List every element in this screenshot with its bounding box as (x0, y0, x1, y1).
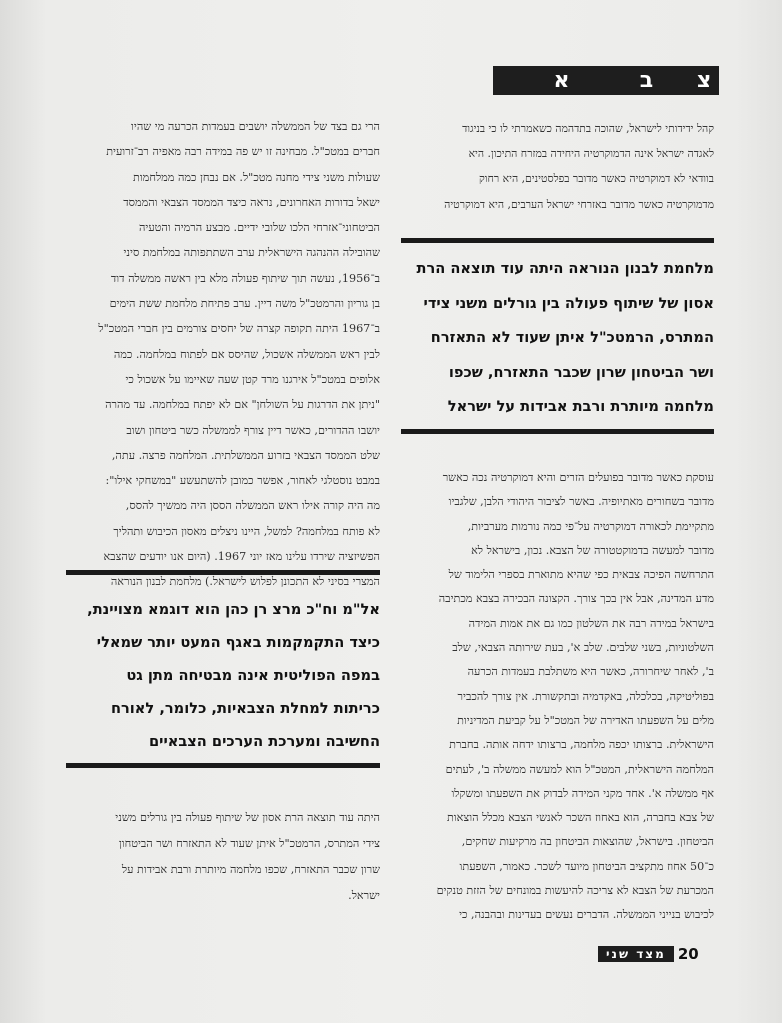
quote-line: המתרס, הרמטכ"ל איתן שעוד לא התאזרח (430, 329, 714, 346)
text-line: מדובר למעשה בדמוקטטורה של הצבא. נכון, בישראל לא (471, 543, 714, 557)
text-line: לאגדה ישראל אינה הדמוקרטיה היחידה במזרח התיכון. היא (468, 147, 714, 161)
quote-line: מלחמת לבנון הנוראה היתה עוד תוצאה הרת (416, 260, 714, 277)
section-letters-bar (493, 66, 719, 95)
text-line: מה היה קורה אילו ראש הממשלה הססן היה ממשיך להסס, (125, 499, 380, 513)
text-line: שלט הממסד הצבאי בזרוע הממשלתית. המלחמה פרצה. עתה, (111, 448, 380, 462)
left-column-body (66, 114, 380, 595)
divider-rule (401, 429, 714, 434)
text-line: הפשיזציה שירדו עלינו מאז יוני 1967. (היום אנו יודעים שהצבא (103, 550, 380, 564)
text-line: אף ממשלה א'. אחד מקני המידה לבדוק את השפעתו ומשקלו (451, 786, 714, 800)
header-letter: א (553, 68, 570, 93)
text-line: השלטוניות, בשני שלבים. שלב א', בעת שירותה הצבאי, שלב (452, 641, 714, 655)
text-line: צידי המתרס, הרמטכ"ל איתן שעוד לא התאזרח ושר הביטחון (118, 837, 380, 850)
quote-line: ושר הביטחון שרון שכבר התאזרח, שכפו (448, 363, 714, 381)
text-line: ב־1956, נעשה תוך שיתוף פעולה מלא בין ראשה ממשלה דוד (110, 271, 380, 285)
quote-line: במפה הפוליטית אינה מבטיחה מתן גט (126, 667, 380, 684)
text-line: המלחמה הישראלית, המטכ"ל הוא למעשה ממשלה ב', לעתים (445, 762, 714, 776)
text-line: קהל ידידותי לישראל, שהוכה בתדהמה כשאמרתי לו כי בניגוד (462, 122, 714, 135)
text-line: מדע המדינה, אבל אין בכך צורך. הקצונה הבכירה בצבא מכתיבה (438, 592, 714, 606)
text-line: שעולות משני צידי מחנה מטכ"ל. אם נבחן כמה ממלחמות (133, 170, 380, 184)
text-line: "ניתן את הדרגות על השולחן" אם לא יפתח במלחמה. עד מהרה (105, 398, 380, 412)
text-line: הביטחוני־אזרחי הלכו שלובי ידיים. מבצע הרמיה והטעיה (138, 221, 380, 235)
quote-line: כיצד התקמקמות באגף המעט יותר שמאלי (96, 634, 380, 651)
quote-line: כריתות למחלת הצבאיות, כלומר, לאורח (110, 700, 380, 717)
text-line: כ־50 אחוז מתקציב הביטחון מיועד לשכר. כאמור, השפעתו (459, 859, 714, 873)
text-line: הרי גם בצד של הממשלה יושבים בעמדות הכרעה מי שהיו (131, 120, 380, 133)
text-line: ב־1967 היתה תקופה קצרה של יחסים צורמים בין חברי המטכ"ל (98, 322, 380, 336)
text-line: המכרעת של הצבא לא צריכה להיעשות במונחים של הזזת טנקים (436, 884, 714, 898)
text-line: חברים במטכ"ל. מבחינה זו יש פה במידה רבה מאפיה רב־זרועית (106, 145, 380, 159)
text-line: ישאל בדורות האחרונים, נראה כיצד הממסד הצבאי והממסד (123, 195, 380, 209)
header-letter: ב (639, 68, 654, 93)
left-column-closing (66, 805, 380, 909)
text-line: התרחשה הפיכה צבאית כפי שהיא מתוארת בספרי הלימוד של (448, 568, 714, 582)
text-line: לבין ראש הממשלה אשכול, שהיסס אם לפתוח במלחמה. כמה (113, 347, 380, 361)
header-letter: צ (696, 68, 712, 93)
text-line: מתקיימת לכאורה דמוקרטיה על־פי כמה נורמות מערביות, (467, 519, 714, 533)
text-line: הישראלית. ברצותו יכפה מלחמה, ברצותו ידחה אותה. בחברת (449, 738, 714, 752)
text-line: מדובר בשחורים מאתיופיה. באשר לציבור היהודי הלבן, שלגביו (448, 495, 714, 509)
pull-quote-ran-cohen (66, 593, 380, 758)
divider-rule (401, 238, 714, 243)
text-line: לא פותח במלחמה? למשל, היינו ניצלים מאסון הכיבוש ותהליך (113, 524, 380, 538)
divider-rule (66, 570, 380, 575)
text-line: מלים על השפעתו האדירה של המטכ"ל על קביעת המדיניות (457, 713, 714, 727)
text-line: אלופים במטכ"ל אירגנו מרד קטן שעה שאיימו על אשכול כי (125, 372, 380, 386)
text-line: ישראל. (348, 889, 380, 902)
right-column-body (401, 466, 714, 928)
text-line: שהובילה ההנהגה הישראלית ערב השתתפותה במלחמת סיני (123, 246, 380, 260)
text-line: שרון שכבר התאזרח, שכפו מלחמה מיותרת ורבת אבידות על (121, 863, 380, 876)
quote-line: אסון של שיתוף פעולה בין גורלים משני צידי (423, 294, 714, 312)
page-footer (598, 945, 699, 963)
quote-line: החשיבה ומערכת הערכים הצבאיים (149, 733, 380, 750)
text-line: ב', לאחר שיחרורה, כאשר היא משתלבת בעמדות הכרעה (467, 665, 714, 679)
quote-line: מלחמה מיותרת ורבת אבידות על ישראל (447, 398, 714, 415)
quote-line: אל"מ וח"כ מרצ רן כהן הוא דוגמא מצויינת, (87, 601, 380, 618)
text-line: של צבא בחברה, הוא באחוז השכר לאנשי הצבא מכלל הוצאות (446, 811, 714, 825)
text-line: היתה עוד תוצאה הרת אסון של שיתוף פעולה בין גורלים משני (115, 811, 380, 824)
page-number: 20 (677, 945, 699, 963)
text-line: יושבו ההדורים, כאשר דיין צורף לממשלה כשר ביטחון ושוב (126, 423, 380, 437)
text-line: בן גוריון והרמטכ"ל משה דיין. ערב פתיחת מלחמת ששת הימים (109, 297, 380, 311)
text-line: בפוליטיקה, בכלכלה, באקדמיה ובתקשורת. אין צורך להכביר (457, 689, 714, 703)
text-line: בישראל במידה רבה את השלטון כמו גם את אמות המידה (468, 616, 714, 630)
divider-rule (66, 763, 380, 768)
text-line: המצרי בסיני לא התכונן לפלוש לישראל.) מלחמת לבנון הנוראה (110, 575, 380, 589)
text-line: במבט נוסטלגי לאחור, אפשר כמובן להשתעשע "במשחקי אילו": (105, 474, 380, 488)
section-name-badge: מצד שני (598, 946, 674, 962)
text-line: לכיבוש בנייני הממשלה. הדברים נעשים בעדינות ובהבנה, כי (459, 908, 714, 922)
text-line: מדמוקרטיה כאשר מדובר באזרחי ישראל הערבים, היא דמוקרטיה (444, 197, 714, 211)
text-line: בוודאי לא דמוקרטיה כאשר מדובר בפלסטינים, היא רחוק (478, 172, 714, 186)
pull-quote-lebanon (401, 252, 714, 425)
text-line: הביטחון. בישראל, שהוצאות הביטחון בה מרקיעות שחקים, (461, 835, 714, 849)
text-line: עוסקת כאשר מדובר בפועלים הזרים והיא דמוקרטיה נכה כאשר (442, 471, 714, 484)
right-column-intro (401, 116, 714, 217)
